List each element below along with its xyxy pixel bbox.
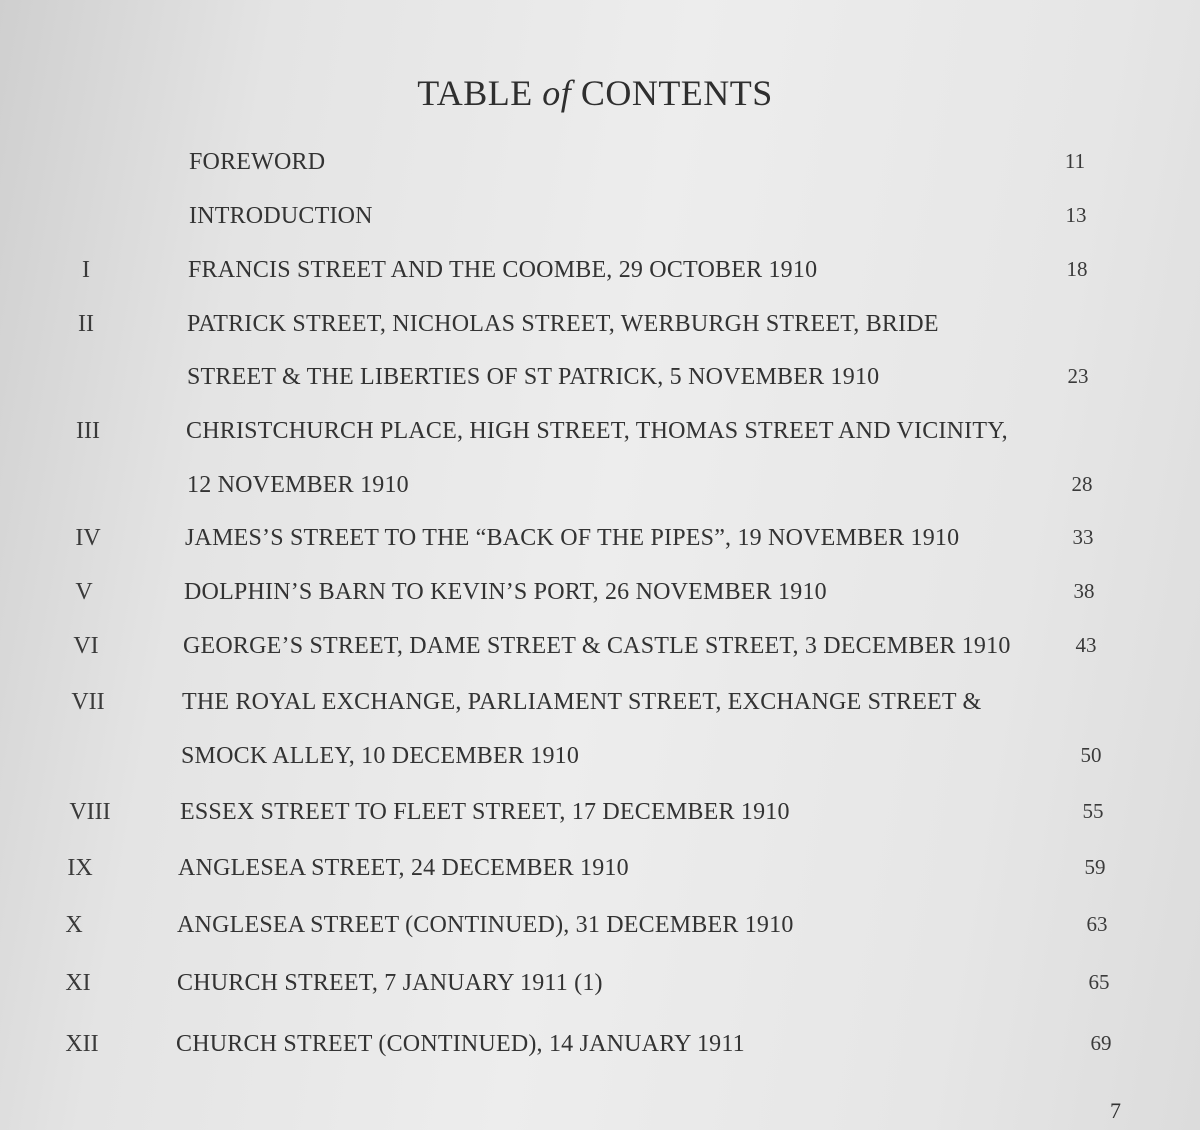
entry-title: STREET & THE LIBERTIES OF ST PATRICK, 5 NOVEMBER 1910 <box>187 364 880 390</box>
title-word-table: TABLE <box>417 73 533 113</box>
page-number: 23 <box>1067 364 1089 388</box>
page-number: 55 <box>1082 799 1104 823</box>
toc-entry-chapter-2 <box>0 311 1200 351</box>
title-word-of: of <box>542 73 572 113</box>
toc-entry-chapter-12 <box>0 1031 1200 1071</box>
chapter-number: II <box>78 311 94 337</box>
entry-title: THE ROYAL EXCHANGE, PARLIAMENT STREET, EXCHANGE STREET & <box>182 689 982 715</box>
page-number: 50 <box>1080 743 1102 767</box>
entry-title: PATRICK STREET, NICHOLAS STREET, WERBURGH STREET, BRIDE <box>187 311 939 337</box>
folio-page-number: 7 <box>1110 1098 1121 1123</box>
entry-title: CHURCH STREET (CONTINUED), 14 JANUARY 1911 <box>176 1031 745 1057</box>
page-number: 18 <box>1066 257 1088 281</box>
toc-entry-chapter-5 <box>0 579 1200 619</box>
page-number: 33 <box>1072 525 1094 549</box>
chapter-number: III <box>76 418 100 444</box>
chapter-number: IV <box>75 525 101 551</box>
entry-title: ESSEX STREET TO FLEET STREET, 17 DECEMBER 1910 <box>180 799 790 825</box>
entry-title: DOLPHIN’S BARN TO KEVIN’S PORT, 26 NOVEMBER 1910 <box>184 579 827 605</box>
entry-title: CHURCH STREET, 7 JANUARY 1911 (1) <box>177 970 603 996</box>
entry-title: FRANCIS STREET AND THE COOMBE, 29 OCTOBER 1910 <box>188 257 818 283</box>
entry-title: SMOCK ALLEY, 10 DECEMBER 1910 <box>181 743 580 769</box>
page-number: 13 <box>1065 203 1087 227</box>
chapter-number: VIII <box>69 799 111 825</box>
chapter-number: I <box>82 257 90 283</box>
toc-entry-chapter-1 <box>0 257 1200 297</box>
page-number: 59 <box>1084 855 1106 879</box>
page-number: 11 <box>1064 149 1086 173</box>
entry-title: ANGLESEA STREET, 24 DECEMBER 1910 <box>178 855 629 881</box>
page-number: 69 <box>1090 1031 1112 1055</box>
entry-title: FOREWORD <box>189 149 326 175</box>
chapter-number: VII <box>71 689 105 715</box>
toc-entry-chapter-7 <box>0 689 1200 729</box>
entry-title: CHRISTCHURCH PLACE, HIGH STREET, THOMAS STREET AND VICINITY, <box>186 418 1008 444</box>
page-number: 28 <box>1071 472 1093 496</box>
toc-entry-chapter-11 <box>0 970 1200 1010</box>
toc-entry-chapter-8 <box>0 799 1200 839</box>
page-number: 65 <box>1088 970 1110 994</box>
entry-title: INTRODUCTION <box>189 203 373 229</box>
toc-entry-chapter-2-continued <box>0 364 1200 404</box>
chapter-number: V <box>75 579 93 605</box>
toc-entry-foreword <box>0 149 1200 189</box>
toc-entry-chapter-3 <box>0 418 1200 458</box>
chapter-number: IX <box>67 855 93 881</box>
page-number: 38 <box>1073 579 1095 603</box>
toc-entry-chapter-7-continued <box>0 743 1200 783</box>
entry-title: GEORGE’S STREET, DAME STREET & CASTLE STREET, 3 DECEMBER 1910 <box>183 633 1011 659</box>
toc-entry-introduction <box>0 203 1200 243</box>
page-number: 63 <box>1086 912 1108 936</box>
entry-title: ANGLESEA STREET (CONTINUED), 31 DECEMBER 1910 <box>177 912 794 938</box>
chapter-number: XI <box>65 970 91 996</box>
chapter-number: VI <box>73 633 99 659</box>
entry-title: 12 NOVEMBER 1910 <box>187 472 409 498</box>
toc-entry-chapter-6 <box>0 633 1200 673</box>
toc-entry-chapter-4 <box>0 525 1200 565</box>
title-word-contents: CONTENTS <box>580 73 773 113</box>
toc-entry-chapter-9 <box>0 855 1200 895</box>
toc-entry-chapter-10 <box>0 912 1200 952</box>
page-number: 43 <box>1075 633 1097 657</box>
toc-entry-chapter-3-continued <box>0 472 1200 512</box>
chapter-number: XII <box>65 1031 99 1057</box>
page-title <box>0 72 1190 114</box>
chapter-number: X <box>65 912 83 938</box>
entry-title: JAMES’S STREET TO THE “BACK OF THE PIPES”, 19 NOVEMBER 1910 <box>185 525 960 551</box>
